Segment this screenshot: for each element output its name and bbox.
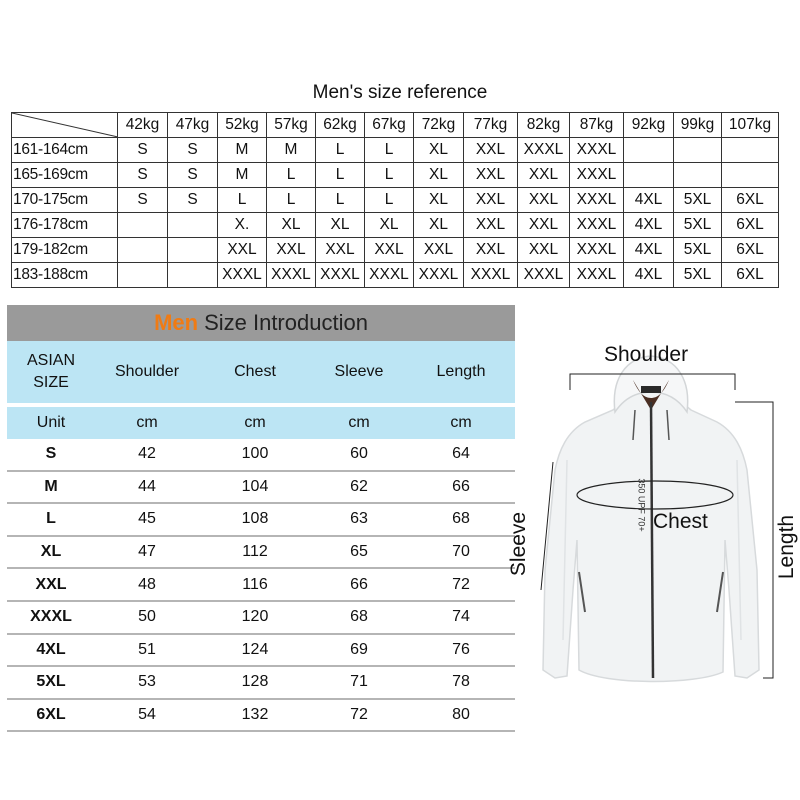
size-cell [674, 138, 722, 163]
size-name: M [7, 471, 95, 504]
measurement-cell: 62 [311, 471, 407, 504]
size-cell: S [118, 163, 168, 188]
measurement-cell: 42 [95, 439, 199, 471]
size-cell: XXL [218, 238, 267, 263]
measurement-cell: 128 [199, 666, 311, 699]
reference-row [12, 188, 779, 213]
size-table-header [7, 341, 515, 405]
size-cell [168, 238, 218, 263]
size-row [7, 666, 515, 699]
weight-header: 99kg [674, 113, 722, 138]
size-cell: XXXL [570, 163, 624, 188]
measurement-cell: 63 [311, 503, 407, 536]
header-shoulder: Shoulder [95, 341, 199, 405]
size-cell: XXL [518, 188, 570, 213]
size-cell: 6XL [722, 188, 779, 213]
weight-header: 72kg [414, 113, 464, 138]
size-cell: M [267, 138, 316, 163]
size-cell: XXXL [267, 263, 316, 288]
size-cell: L [267, 188, 316, 213]
size-name: XL [7, 536, 95, 569]
header-length: Length [407, 341, 515, 405]
size-row [7, 568, 515, 601]
measurement-cell: 66 [311, 568, 407, 601]
measurement-cell: 112 [199, 536, 311, 569]
unit-cell: cm [311, 405, 407, 439]
weight-header: 47kg [168, 113, 218, 138]
size-cell: XXXL [316, 263, 365, 288]
size-cell: M [218, 163, 267, 188]
measurement-cell: 53 [95, 666, 199, 699]
size-cell: XXL [464, 238, 518, 263]
height-label: 170-175cm [12, 188, 118, 213]
weight-header: 92kg [624, 113, 674, 138]
height-label: 176-178cm [12, 213, 118, 238]
unit-cell: cm [407, 405, 515, 439]
weight-header: 82kg [518, 113, 570, 138]
size-cell: L [316, 138, 365, 163]
weight-header: 107kg [722, 113, 779, 138]
size-row [7, 503, 515, 536]
measurement-cell: 45 [95, 503, 199, 536]
size-cell: XXL [316, 238, 365, 263]
size-cell: S [118, 188, 168, 213]
height-label: 183-188cm [12, 263, 118, 288]
weight-header: 77kg [464, 113, 518, 138]
measurement-cell: 120 [199, 601, 311, 634]
size-cell [624, 163, 674, 188]
size-cell: S [118, 138, 168, 163]
weight-header: 57kg [267, 113, 316, 138]
size-name: XXL [7, 568, 95, 601]
size-cell: XXL [464, 163, 518, 188]
size-cell: S [168, 138, 218, 163]
size-name: L [7, 503, 95, 536]
height-label: 161-164cm [12, 138, 118, 163]
size-name: 5XL [7, 666, 95, 699]
shoulder-label: Shoulder [604, 343, 689, 366]
weight-header: 42kg [118, 113, 168, 138]
measurement-cell: 54 [95, 699, 199, 732]
size-row [7, 699, 515, 732]
measurement-cell: 51 [95, 634, 199, 667]
measurement-cell: 78 [407, 666, 515, 699]
jacket-print-text: 350 UPF 70+ [636, 478, 647, 532]
size-cell: L [218, 188, 267, 213]
size-cell: XL [365, 213, 414, 238]
weight-header: 62kg [316, 113, 365, 138]
size-cell: 6XL [722, 213, 779, 238]
size-cell: XXXL [570, 188, 624, 213]
size-cell: S [168, 188, 218, 213]
size-cell: S [168, 163, 218, 188]
size-cell: XXL [464, 213, 518, 238]
reference-row [12, 238, 779, 263]
measurement-cell: 132 [199, 699, 311, 732]
size-cell: 6XL [722, 238, 779, 263]
size-cell: L [365, 188, 414, 213]
measurement-cell: 50 [95, 601, 199, 634]
size-cell: XXXL [570, 263, 624, 288]
size-cell: L [267, 163, 316, 188]
size-cell: 4XL [624, 188, 674, 213]
size-cell: XXL [414, 238, 464, 263]
size-name: XXXL [7, 601, 95, 634]
size-cell: XXL [267, 238, 316, 263]
measurement-cell: 44 [95, 471, 199, 504]
size-cell: XL [316, 213, 365, 238]
measurement-cell: 116 [199, 568, 311, 601]
size-cell: 5XL [674, 213, 722, 238]
measurement-cell: 66 [407, 471, 515, 504]
intro-banner [7, 305, 515, 341]
height-label: 179-182cm [12, 238, 118, 263]
size-row [7, 536, 515, 569]
measurement-cell: 124 [199, 634, 311, 667]
size-cell: XXL [518, 213, 570, 238]
measurement-cell: 47 [95, 536, 199, 569]
size-cell: 4XL [624, 213, 674, 238]
chest-label: Chest [653, 510, 708, 533]
size-cell: XL [414, 213, 464, 238]
size-cell [674, 163, 722, 188]
unit-cell: cm [199, 405, 311, 439]
measurement-cell: 72 [407, 568, 515, 601]
size-cell: XXXL [365, 263, 414, 288]
size-reference-table [11, 112, 779, 288]
size-table-units [7, 405, 515, 439]
sleeve-label: Sleeve [507, 511, 531, 577]
size-cell: XL [414, 138, 464, 163]
measurement-cell: 108 [199, 503, 311, 536]
measurement-cell: 74 [407, 601, 515, 634]
size-cell: L [365, 138, 414, 163]
reference-row [12, 213, 779, 238]
size-row [7, 634, 515, 667]
jacket-diagram [507, 340, 800, 700]
size-cell: XXXL [570, 238, 624, 263]
size-cell: 4XL [624, 263, 674, 288]
size-cell: XXXL [518, 263, 570, 288]
measurement-cell: 72 [311, 699, 407, 732]
size-cell [168, 263, 218, 288]
measurement-cell: 76 [407, 634, 515, 667]
size-measurement-table [7, 341, 515, 732]
size-cell: L [316, 163, 365, 188]
size-cell [624, 138, 674, 163]
size-cell: L [365, 163, 414, 188]
size-cell: 5XL [674, 188, 722, 213]
header-sleeve: Sleeve [311, 341, 407, 405]
size-cell: M [218, 138, 267, 163]
measurement-cell: 68 [407, 503, 515, 536]
size-cell: 4XL [624, 238, 674, 263]
reference-row [12, 263, 779, 288]
intro-title-accent: Men [154, 310, 199, 335]
unit-cell: cm [95, 405, 199, 439]
size-row [7, 471, 515, 504]
size-cell [118, 263, 168, 288]
header-asian-size: ASIAN SIZE [7, 341, 95, 405]
size-cell: XXL [518, 238, 570, 263]
length-label: Length [775, 514, 799, 580]
measurement-cell: 71 [311, 666, 407, 699]
height-label: 165-169cm [12, 163, 118, 188]
size-cell [722, 138, 779, 163]
size-cell: XXXL [218, 263, 267, 288]
measurement-cell: 100 [199, 439, 311, 471]
measurement-cell: 80 [407, 699, 515, 732]
intro-title: Size Introduction [204, 310, 368, 335]
size-row [7, 439, 515, 471]
size-cell: XL [414, 163, 464, 188]
size-row [7, 601, 515, 634]
size-cell [722, 163, 779, 188]
size-cell: XXXL [464, 263, 518, 288]
size-name: 4XL [7, 634, 95, 667]
reference-corner-cell [12, 113, 118, 138]
size-cell: XL [414, 188, 464, 213]
weight-header: 52kg [218, 113, 267, 138]
size-cell [118, 238, 168, 263]
reference-header-row [12, 113, 779, 138]
measurement-cell: 69 [311, 634, 407, 667]
size-cell: XL [267, 213, 316, 238]
size-cell: XXXL [570, 138, 624, 163]
measurement-cell: 48 [95, 568, 199, 601]
measurement-cell: 64 [407, 439, 515, 471]
measurement-cell: 65 [311, 536, 407, 569]
weight-header: 67kg [365, 113, 414, 138]
size-cell: XXXL [518, 138, 570, 163]
reference-title: Men's size reference [312, 82, 488, 103]
size-cell: XXXL [570, 213, 624, 238]
size-cell: XXL [464, 138, 518, 163]
header-chest: Chest [199, 341, 311, 405]
size-cell: XXXL [414, 263, 464, 288]
size-cell: 5XL [674, 263, 722, 288]
weight-header: 87kg [570, 113, 624, 138]
size-cell [118, 213, 168, 238]
unit-label: Unit [7, 405, 95, 439]
reference-row [12, 163, 779, 188]
measurement-cell: 104 [199, 471, 311, 504]
size-cell: L [316, 188, 365, 213]
size-cell: 5XL [674, 238, 722, 263]
size-cell: X. [218, 213, 267, 238]
reference-row [12, 138, 779, 163]
size-name: S [7, 439, 95, 471]
size-cell: 6XL [722, 263, 779, 288]
size-introduction [7, 305, 515, 732]
measurement-cell: 70 [407, 536, 515, 569]
size-cell [168, 213, 218, 238]
measurement-cell: 68 [311, 601, 407, 634]
size-cell: XXL [365, 238, 414, 263]
measurement-cell: 60 [311, 439, 407, 471]
size-cell: XXL [518, 163, 570, 188]
size-name: 6XL [7, 699, 95, 732]
size-cell: XXL [464, 188, 518, 213]
